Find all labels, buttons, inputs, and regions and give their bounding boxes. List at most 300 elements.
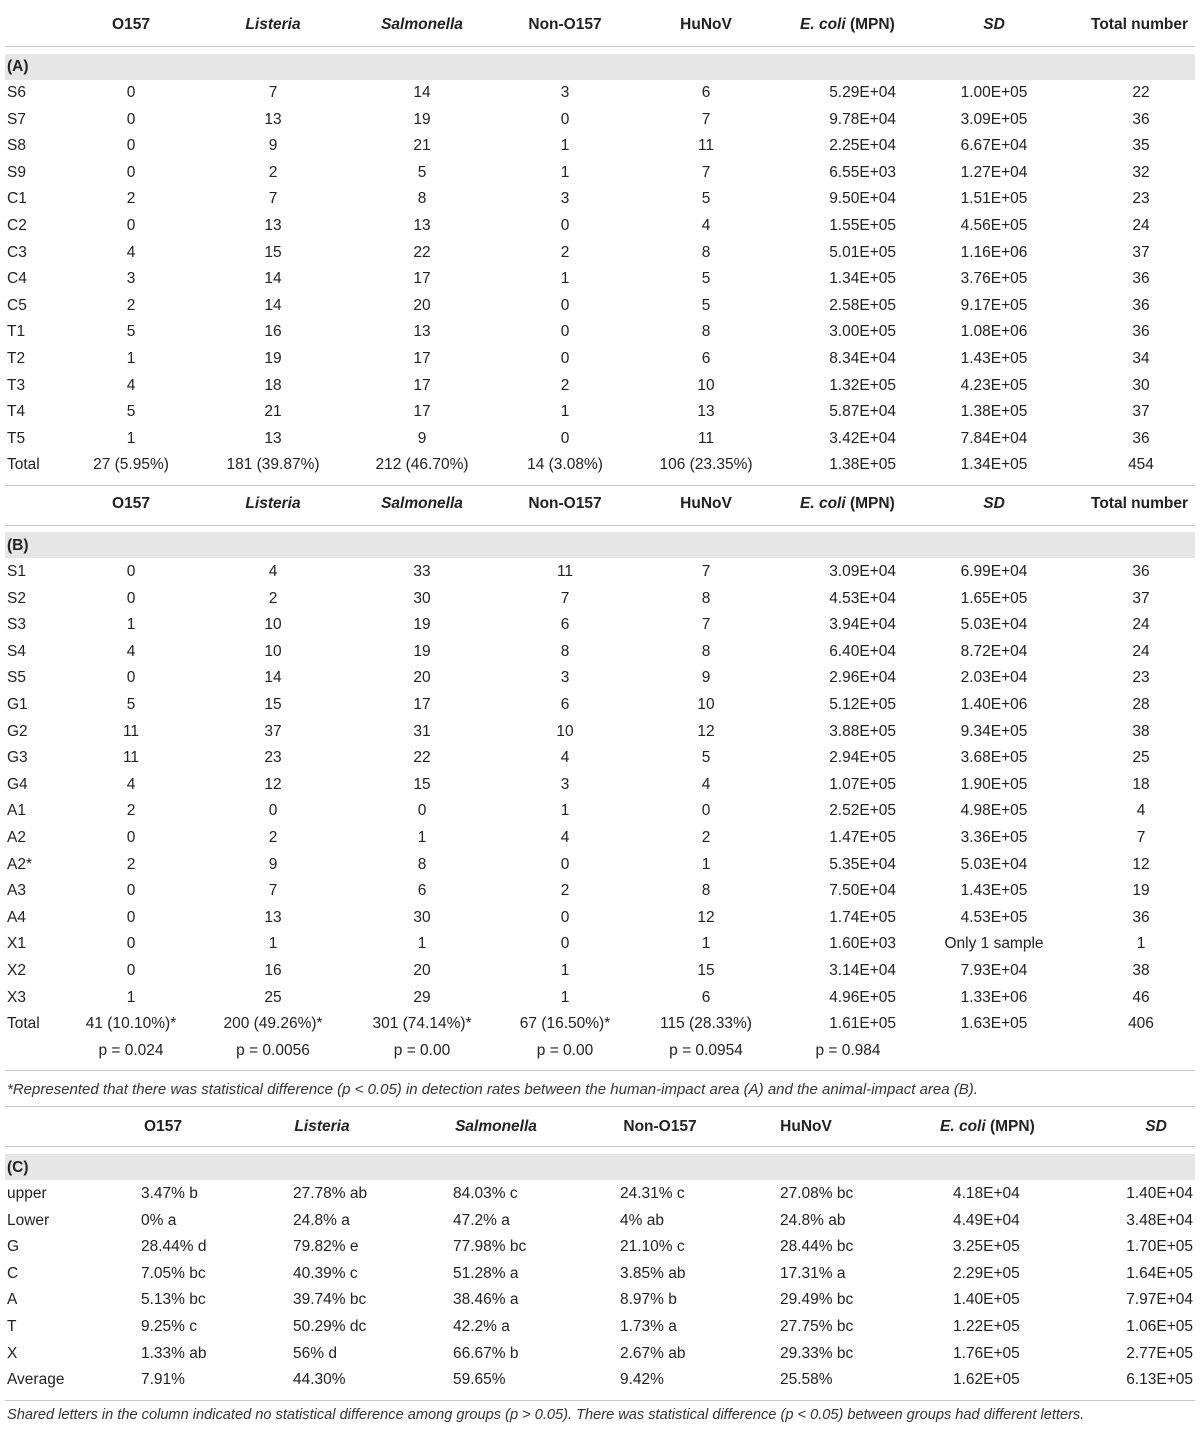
table-a-header-sd <box>983 16 1005 34</box>
table-c-cell: 27.78% ab <box>293 1185 368 1202</box>
table-a-header-listeria <box>245 16 300 34</box>
table-b-cell-total: 37 <box>1132 589 1150 607</box>
table-a-cell: 2 <box>126 190 136 208</box>
table-a-cell-total: 36 <box>1132 323 1150 341</box>
table-a-cell: 0 <box>126 84 136 101</box>
table-c-header-o157 <box>144 1118 182 1136</box>
table-a-cell: 0 <box>560 323 570 341</box>
table-b-cell-total: 19 <box>1132 882 1150 900</box>
table-a-cell-total: 30 <box>1132 376 1150 394</box>
table-b-cell: 12 <box>697 908 715 926</box>
table-b-cell-ecoli: 5.35E+04 <box>829 855 896 873</box>
table-a-header-ecoli-suffix: (MPN) <box>845 16 895 33</box>
table-b-cell-ecoli: 3.09E+04 <box>829 563 896 580</box>
table-c-header-sd-text: SD <box>1145 1118 1167 1135</box>
table-c-header-ecoli-suffix: (MPN) <box>985 1118 1035 1135</box>
table-b-cell: 15 <box>264 696 282 713</box>
table-a-cell: 16 <box>264 323 282 341</box>
table-b-cell-ecoli: 3.88E+05 <box>829 722 896 740</box>
table-a-row-label: Total <box>7 456 40 474</box>
table-a-cell: 7 <box>268 190 278 208</box>
table-c-cell: 28.44% d <box>141 1238 207 1256</box>
table-a-cell-ecoli: 1.55E+05 <box>829 217 896 234</box>
table-b-cell: 0 <box>417 802 427 820</box>
table-c-header-ecoli-text: E. coli <box>940 1118 986 1135</box>
table-b-cell-ecoli: 3.94E+04 <box>829 616 896 634</box>
table-a-cell-ecoli: 3.00E+05 <box>829 323 896 341</box>
table-b-cell-ecoli: 1.61E+05 <box>829 1015 896 1033</box>
table-b-row-label: A2 <box>7 829 26 846</box>
table-c-cell-sd: 1.64E+05 <box>1126 1264 1193 1282</box>
table-a-cell: 0 <box>560 429 570 447</box>
table-c-cell: 44.30% <box>293 1371 346 1389</box>
table-a-cell-total: 34 <box>1132 350 1150 367</box>
table-a-cell-ecoli: 5.29E+04 <box>829 84 896 101</box>
table-b-cell: 0 <box>126 882 136 900</box>
table-b-row-label: Total <box>7 1015 40 1033</box>
table-c-header-non_o157 <box>623 1118 696 1136</box>
table-c-bottom-rule <box>5 1400 1195 1401</box>
table-a-cell: 14 <box>264 270 282 288</box>
table-c-cell: 2.67% ab <box>620 1344 686 1362</box>
table-c-header-ecoli <box>940 1118 1035 1136</box>
table-a-header-ecoli <box>800 16 895 34</box>
table-c-cell: 39.74% bc <box>293 1291 367 1309</box>
table-c-cell: 28.44% bc <box>780 1238 854 1256</box>
table-c-cell: 25.58% <box>780 1371 833 1389</box>
table-a-header-o157-text: O157 <box>112 16 150 33</box>
table-a-bottom-rule <box>5 485 1195 486</box>
table-b-cell: 19 <box>413 642 431 660</box>
table-a-cell: 5 <box>126 323 136 341</box>
table-c-cell-sd: 1.40E+04 <box>1126 1185 1193 1202</box>
table-c-cell: 7.91% <box>141 1371 185 1389</box>
table-a-cell: 27 (5.95%) <box>93 456 169 474</box>
table-a-cell-total: 36 <box>1132 110 1150 128</box>
table-b-cell-sd: 3.36E+05 <box>960 829 1028 846</box>
table-c-cell-sd: 3.48E+04 <box>1126 1211 1193 1229</box>
table-c-cell-ecoli: 3.25E+05 <box>953 1238 1020 1256</box>
table-a-cell-sd: 1.00E+05 <box>960 84 1028 101</box>
table-a-cell-total: 24 <box>1132 217 1150 234</box>
table-b-cell: 2 <box>560 882 570 900</box>
table-a-cell-ecoli: 1.38E+05 <box>829 456 896 474</box>
table-b-cell: 1 <box>417 829 427 846</box>
table-c-header-hunov <box>780 1118 832 1136</box>
table-c-cell: 21.10% c <box>620 1238 685 1256</box>
table-a-row-label: C4 <box>7 270 27 288</box>
table-b-header-hunov-text: HuNoV <box>680 495 732 512</box>
table-b-cell: 25 <box>264 988 282 1006</box>
table-b-row-label: G1 <box>7 696 28 713</box>
table-c-group-band <box>5 1154 1195 1180</box>
table-b-group-band <box>5 532 1195 558</box>
table-a-cell-sd: 3.76E+05 <box>960 270 1028 288</box>
table-b-cell: 33 <box>413 563 431 580</box>
table-a-cell: 13 <box>413 217 431 234</box>
table-a-cell-ecoli: 9.50E+04 <box>829 190 896 208</box>
table-b-header-non_o157-text: Non-O157 <box>528 495 602 512</box>
table-c-group-label: (C) <box>7 1159 29 1176</box>
table-b-cell: 12 <box>697 722 715 740</box>
table-b-cell-sd: 7.93E+04 <box>960 962 1028 979</box>
table-b-cell-ecoli: 3.14E+04 <box>829 962 896 979</box>
table-c-header-non_o157-text: Non-O157 <box>623 1118 697 1135</box>
table-a-cell-sd: 7.84E+04 <box>960 429 1028 447</box>
table-b-cell-sd: Only 1 sample <box>944 935 1044 953</box>
table-a-cell-ecoli: 5.87E+04 <box>829 403 896 421</box>
table-a-cell-total: 36 <box>1132 429 1150 447</box>
table-a-row-label: T5 <box>7 429 26 447</box>
table-b-cell: 23 <box>264 749 282 767</box>
table-a-cell: 17 <box>413 376 431 394</box>
table-b-cell: 10 <box>556 722 574 740</box>
table-b-cell-total: 7 <box>1136 829 1146 846</box>
table-a-cell: 11 <box>697 137 715 155</box>
table-b-cell-total: 406 <box>1128 1015 1154 1033</box>
table-a-cell-total: 454 <box>1128 456 1154 474</box>
table-a-header-rule <box>5 46 1195 47</box>
table-a-cell: 15 <box>264 243 282 261</box>
table-b-pvalue: p = 0.0954 <box>669 1041 743 1059</box>
table-a-cell: 4 <box>126 243 136 261</box>
table-b-header-o157-text: O157 <box>112 495 150 512</box>
table-b-cell: 4 <box>268 563 278 580</box>
table-a-cell: 0 <box>560 217 570 234</box>
table-b-cell-total: 4 <box>1136 802 1146 820</box>
table-b-cell-sd: 1.90E+05 <box>960 775 1028 793</box>
table-b-cell: 1 <box>417 935 427 953</box>
table-c-row-label: Average <box>7 1371 65 1389</box>
table-b-cell: 301 (74.14%)* <box>372 1015 472 1033</box>
table-a-cell: 0 <box>126 137 136 155</box>
table-b-header-ecoli-suffix: (MPN) <box>845 495 895 512</box>
table-a-cell: 0 <box>126 163 136 181</box>
table-c-row-label: A <box>7 1291 18 1309</box>
table-b-pvalue: p = 0.00 <box>536 1041 594 1059</box>
table-a-cell: 1 <box>126 429 136 447</box>
table-b-cell: 13 <box>264 908 282 926</box>
table-a-cell: 1 <box>560 270 570 288</box>
table-b-cell-sd: 2.03E+04 <box>960 669 1028 687</box>
table-b-pvalue: p = 0.984 <box>815 1041 881 1059</box>
table-b-cell-sd: 1.65E+05 <box>960 589 1028 607</box>
table-a-cell-sd: 1.27E+04 <box>960 163 1028 181</box>
table-b-cell-total: 38 <box>1132 722 1150 740</box>
table-c-cell: 4% ab <box>620 1211 664 1229</box>
table-b-cell-sd: 9.34E+05 <box>960 722 1028 740</box>
table-b-cell: 1 <box>268 935 278 953</box>
table-b-row-label: A3 <box>7 882 26 900</box>
table-a-cell: 1 <box>560 163 570 181</box>
table-b-header-total-text: Total number <box>1091 495 1189 512</box>
table-b-cell: 1 <box>126 616 136 634</box>
table-b-cell-ecoli: 6.40E+04 <box>829 642 896 660</box>
table-a-cell-ecoli: 2.58E+05 <box>829 296 896 314</box>
table-c-cell: 0% a <box>141 1211 177 1229</box>
table-b-cell-sd: 5.03E+04 <box>960 855 1028 873</box>
table-b-cell: 1 <box>560 802 570 820</box>
table-c-cell: 3.85% ab <box>620 1264 686 1282</box>
table-a-cell: 14 (3.08%) <box>527 456 603 474</box>
table-c-header-o157-text: O157 <box>144 1118 182 1135</box>
table-a-cell: 14 <box>264 296 282 314</box>
table-b-cell: 2 <box>701 829 711 846</box>
table-b-cell: 19 <box>413 616 431 634</box>
table-a-header-sd-text: SD <box>983 16 1005 33</box>
table-c-cell: 9.42% <box>620 1371 664 1389</box>
table-b-cell: 0 <box>126 962 136 979</box>
table-c-cell: 79.82% e <box>293 1238 359 1256</box>
table-b-cell: 0 <box>560 908 570 926</box>
table-b-cell: 31 <box>413 722 431 740</box>
table-a-cell-total: 37 <box>1132 403 1150 421</box>
table-c-cell: 56% d <box>293 1344 337 1362</box>
table-c-cell: 38.46% a <box>453 1291 519 1309</box>
table-b-cell: 115 (28.33%) <box>660 1015 752 1033</box>
table-a-cell: 5 <box>701 270 711 288</box>
table-a-cell: 17 <box>413 270 431 288</box>
table-b-cell-total: 46 <box>1132 988 1150 1006</box>
table-b-cell-sd: 3.68E+05 <box>960 749 1028 767</box>
table-c-cell-sd: 1.70E+05 <box>1126 1238 1193 1256</box>
table-a-cell: 106 (23.35%) <box>659 456 753 474</box>
table-a-header-salmonella <box>381 16 463 34</box>
table-a-header-hunov <box>680 16 732 34</box>
table-a-cell-sd: 1.34E+05 <box>960 456 1028 474</box>
table-b-cell: 15 <box>697 962 715 979</box>
table-c-header-hunov-text: HuNoV <box>780 1118 832 1135</box>
table-c-cell: 17.31% a <box>780 1264 846 1282</box>
table-b-cell: 15 <box>413 775 431 793</box>
table-a-row-label: S8 <box>7 137 26 155</box>
table-c-cell: 9.25% c <box>141 1318 198 1335</box>
table-c-row-label: C <box>7 1264 19 1282</box>
table-b-cell: 67 (16.50%)* <box>519 1015 611 1033</box>
table-b-cell-total: 23 <box>1132 669 1150 687</box>
table-a-cell-sd: 1.38E+05 <box>960 403 1028 421</box>
table-b-cell: 30 <box>413 908 431 926</box>
table-a-cell: 1 <box>560 137 570 155</box>
table-a-cell: 17 <box>413 403 431 421</box>
table-a-cell-total: 22 <box>1132 84 1150 101</box>
table-b-cell-ecoli: 4.96E+05 <box>829 988 896 1006</box>
table-a-cell: 5 <box>701 296 711 314</box>
table-a-cell: 13 <box>413 323 431 341</box>
table-a-cell: 8 <box>417 190 427 208</box>
table-b-header-listeria <box>245 495 300 513</box>
table-a-cell-sd: 1.43E+05 <box>960 350 1028 367</box>
footnote-ab: *Represented that there was statistical difference (p < 0.05) in detection rates between the human-impact area (A) and the animal-impact area (B). <box>7 1081 978 1098</box>
table-b-cell: 0 <box>126 563 136 580</box>
table-b-cell-ecoli: 1.47E+05 <box>829 829 896 846</box>
table-c-row-label: T <box>7 1318 17 1335</box>
table-b-cell-total: 28 <box>1132 696 1150 713</box>
table-a-row-label: C3 <box>7 243 27 261</box>
table-b-cell-sd: 8.72E+04 <box>960 642 1028 660</box>
footnote-ab-rule <box>5 1106 1195 1107</box>
table-a-cell: 0 <box>560 296 570 314</box>
table-a-cell: 4 <box>126 376 136 394</box>
table-b-cell-total: 24 <box>1132 616 1150 634</box>
table-a-cell-total: 32 <box>1132 163 1150 181</box>
table-b-cell-ecoli: 1.74E+05 <box>829 908 896 926</box>
table-c-cell: 77.98% bc <box>453 1238 527 1256</box>
table-a-header-ecoli-text: E. coli <box>800 16 846 33</box>
table-a-cell-total: 36 <box>1132 270 1150 288</box>
table-a-cell: 2 <box>560 243 570 261</box>
table-a-row-label: C1 <box>7 190 27 208</box>
table-b-pvalue: p = 0.024 <box>98 1041 164 1059</box>
table-b-cell-total: 12 <box>1132 855 1150 873</box>
table-b-row-label: A2* <box>7 855 32 873</box>
table-b-cell: 8 <box>701 642 711 660</box>
table-a-header-salmonella-text: Salmonella <box>381 16 463 33</box>
table-b-header-sd <box>983 495 1005 513</box>
table-b-cell: 4 <box>701 775 711 793</box>
table-b-row-label: S2 <box>7 589 26 607</box>
table-b-cell-sd: 1.40E+06 <box>960 696 1028 713</box>
table-c-cell-ecoli: 4.18E+04 <box>953 1185 1020 1202</box>
table-b-cell-total: 24 <box>1132 642 1150 660</box>
table-a-header-listeria-text: Listeria <box>245 16 301 33</box>
table-b-row-label: S1 <box>7 563 26 580</box>
table-b-cell: 0 <box>560 855 570 873</box>
table-a-header-hunov-text: HuNoV <box>680 16 732 33</box>
table-b-cell-sd: 6.99E+04 <box>960 563 1028 580</box>
table-a-cell: 3 <box>560 190 570 208</box>
table-c-cell: 29.33% bc <box>780 1344 854 1362</box>
table-a-cell: 3 <box>560 84 570 101</box>
table-a-row-label: T2 <box>7 350 26 367</box>
table-b-row-label: S3 <box>7 616 26 634</box>
footnote-c: Shared letters in the column indicated no statistical difference among groups (p > 0.05). There was statistical difference (p < 0.05) between groups had different letters. <box>7 1407 1085 1423</box>
table-b-cell-ecoli: 1.60E+03 <box>829 935 896 953</box>
table-c-cell: 24.8% a <box>293 1211 350 1229</box>
table-c-cell-ecoli: 1.40E+05 <box>953 1291 1020 1309</box>
table-a-cell: 13 <box>697 403 715 421</box>
table-c-cell: 3.47% b <box>141 1185 198 1202</box>
table-b-cell: 20 <box>413 962 431 979</box>
table-b-cell-total: 18 <box>1132 775 1150 793</box>
table-a-cell: 13 <box>264 110 282 128</box>
table-a-cell: 8 <box>701 243 711 261</box>
table-b-cell: 11 <box>122 749 140 767</box>
table-c-cell: 42.2% a <box>453 1318 510 1335</box>
table-a-cell-total: 23 <box>1132 190 1150 208</box>
table-a-group-band <box>5 54 1195 80</box>
table-b-cell: 0 <box>126 829 136 846</box>
table-b-cell: 7 <box>701 563 711 580</box>
table-c-cell: 24.8% ab <box>780 1211 846 1229</box>
table-a-cell: 21 <box>413 137 431 155</box>
table-a-cell-ecoli: 2.25E+04 <box>829 137 896 155</box>
table-b-cell: 1 <box>560 962 570 979</box>
table-c-cell: 5.13% bc <box>141 1291 206 1309</box>
table-b-row-label: G4 <box>7 775 28 793</box>
table-c-cell: 50.29% dc <box>293 1318 367 1335</box>
table-a-cell-sd: 1.16E+06 <box>960 243 1028 261</box>
table-b-cell: 4 <box>126 642 136 660</box>
table-a-header-total-text: Total number <box>1091 16 1189 33</box>
table-b-cell: 6 <box>417 882 427 900</box>
table-b-row-label: A1 <box>7 802 26 820</box>
table-b-row-label: G2 <box>7 722 28 740</box>
table-a-cell: 2 <box>268 163 278 181</box>
table-b-cell: 1 <box>701 935 711 953</box>
table-b-cell-sd: 1.33E+06 <box>960 988 1028 1006</box>
table-a-row-label: S7 <box>7 110 26 128</box>
table-b-cell-sd: 1.63E+05 <box>960 1015 1028 1033</box>
table-b-cell: 10 <box>264 642 282 660</box>
table-c-cell-ecoli: 1.76E+05 <box>953 1344 1020 1362</box>
table-a-header-non_o157-text: Non-O157 <box>528 16 602 33</box>
table-a-cell: 7 <box>268 84 278 101</box>
table-b-cell: 7 <box>268 882 278 900</box>
table-b-cell: 0 <box>126 908 136 926</box>
table-c-header-listeria <box>294 1118 349 1136</box>
table-c-cell: 66.67% b <box>453 1344 519 1362</box>
table-b-cell: 8 <box>701 589 711 607</box>
table-a-cell-sd: 1.51E+05 <box>960 190 1028 208</box>
table-a-cell: 21 <box>264 403 282 421</box>
table-b-cell-total: 38 <box>1132 962 1150 979</box>
table-b-cell: 11 <box>122 722 140 740</box>
table-a-cell-total: 36 <box>1132 296 1150 314</box>
table-b-row-label: X2 <box>7 962 26 979</box>
table-a-cell: 17 <box>413 350 431 367</box>
table-a-header-non_o157 <box>528 16 601 34</box>
table-a-header-o157 <box>112 16 150 34</box>
table-b-row-label: X1 <box>7 935 26 953</box>
table-a-cell-sd: 1.08E+06 <box>960 323 1028 341</box>
table-c-cell: 8.97% b <box>620 1291 677 1309</box>
table-a-cell: 5 <box>417 163 427 181</box>
table-c-row-label: upper <box>7 1185 47 1202</box>
table-b-cell: 5 <box>126 696 136 713</box>
table-a-row-label: T4 <box>7 403 26 421</box>
table-c-cell-ecoli: 1.22E+05 <box>953 1318 1020 1335</box>
table-b-cell: 7 <box>560 589 570 607</box>
table-a-group-label: (A) <box>7 58 29 75</box>
table-b-cell: 8 <box>417 855 427 873</box>
table-a-cell: 0 <box>126 217 136 234</box>
table-c-header-sd <box>1145 1118 1167 1136</box>
table-b-header-non_o157 <box>528 495 601 513</box>
table-c-row-label: G <box>7 1238 20 1256</box>
table-b-cell: 12 <box>264 775 282 793</box>
table-a-cell: 0 <box>126 110 136 128</box>
table-b-cell-sd: 1.43E+05 <box>960 882 1028 900</box>
table-c-cell: 1.33% ab <box>141 1344 207 1362</box>
table-b-group-label: (B) <box>7 537 29 554</box>
table-a-row-label: S9 <box>7 163 26 181</box>
table-b-cell: 2 <box>126 855 136 873</box>
table-b-cell-sd: 5.03E+04 <box>960 616 1028 634</box>
table-b-header-hunov <box>680 495 732 513</box>
table-b-header-sd-text: SD <box>983 495 1005 512</box>
table-c-header-salmonella-text: Salmonella <box>455 1118 537 1135</box>
table-a-cell: 5 <box>701 190 711 208</box>
table-a-cell: 19 <box>264 350 282 367</box>
table-b-cell: 1 <box>560 988 570 1006</box>
table-b-cell: 8 <box>701 882 711 900</box>
table-a-cell-ecoli: 3.42E+04 <box>829 429 896 447</box>
table-b-cell-total: 1 <box>1136 935 1146 953</box>
table-b-cell: 4 <box>560 749 570 767</box>
table-b-row-label: X3 <box>7 988 26 1006</box>
table-b-header-total <box>1091 495 1188 513</box>
